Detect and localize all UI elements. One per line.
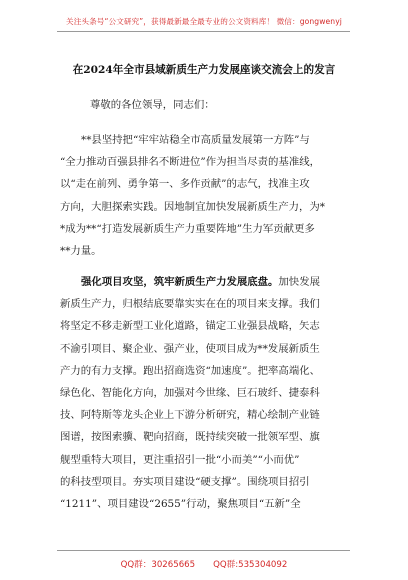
paragraph-1-line: **县坚持把“牢牢站稳全市高质量发展第一方阵”与 <box>81 134 310 146</box>
header-banner: 关注头条号“公文研究”，获得最新最全最专业的公文资料库！ 微信：gongwenyj <box>66 17 342 26</box>
paragraph-1-line: “全力推动百强县排名不断进位”作为担当尽责的基准线， <box>60 156 320 169</box>
paragraph-2-first-line-rest: 加快发展 <box>278 276 320 288</box>
salutation: 尊敬的各位领导，同志们： <box>90 99 215 111</box>
page-title: 在2024年全市县域新质生产力发展座谈交流会上的发言 <box>72 64 336 76</box>
paragraph-2-line: 图谱，按图索骥、靶向招商，既持续突破一批领军型、旗 <box>60 431 320 444</box>
header-divider <box>57 31 350 32</box>
paragraph-1-line: *成为**“打造发展新质生产力重要阵地”生力军贡献更多 <box>60 222 315 235</box>
footer <box>0 558 408 570</box>
paragraph-1 <box>60 129 356 262</box>
paragraph-2-line: 产力的有力支撑。跑出招商选资“加速度”。把率高端化、 <box>60 364 320 377</box>
paragraph-2 <box>60 271 356 515</box>
footer-qq-group-2: QQ群:535304092 <box>213 560 288 570</box>
paragraph-1-line: 方向，大胆探索实践。因地制宜加快发展新质生产力，为* <box>60 200 325 213</box>
paragraph-1-line: 以“走在前列、勇争第一、多作贡献”的志气，找准主攻 <box>60 178 310 191</box>
paragraph-2-first-line <box>60 271 356 293</box>
paragraph-1-line: **力量。 <box>60 245 102 258</box>
paragraph-2-line: 舰型重特大项目，更注重招引一批“小而美”“小而优” <box>60 453 300 466</box>
paragraph-2-line: 技、阿特斯等龙头企业上下游分析研究，精心绘制产业链 <box>60 409 320 422</box>
paragraph-2-line: 的科技型项目。夯实项目建设“硬支撑”。围绕项目招引 <box>60 475 310 488</box>
paragraph-2-line: 新质生产力，归根结底要靠实实在在的项目来支撑。我们 <box>60 298 320 311</box>
paragraph-2-line: 不渝引项目、聚企业、强产业，使项目成为**发展新质生 <box>60 342 320 355</box>
paragraph-2-heading: 强化项目攻坚，筑牢新质生产力发展底盘。 <box>81 276 279 288</box>
paragraph-2-line: 绿色化、智能化方向，加强对今世缘、巨石玻纤、捷泰科 <box>60 387 320 400</box>
paragraph-2-line: “1211”、项目建设“2655”行动，聚焦项目“五新”全 <box>60 498 301 511</box>
footer-qq-group-1: QQ群：30265665 <box>120 560 196 570</box>
paragraph-2-line: 将坚定不移走新型工业化道路，锚定工业强县战略，矢志 <box>60 320 320 333</box>
footer-divider <box>57 550 350 551</box>
